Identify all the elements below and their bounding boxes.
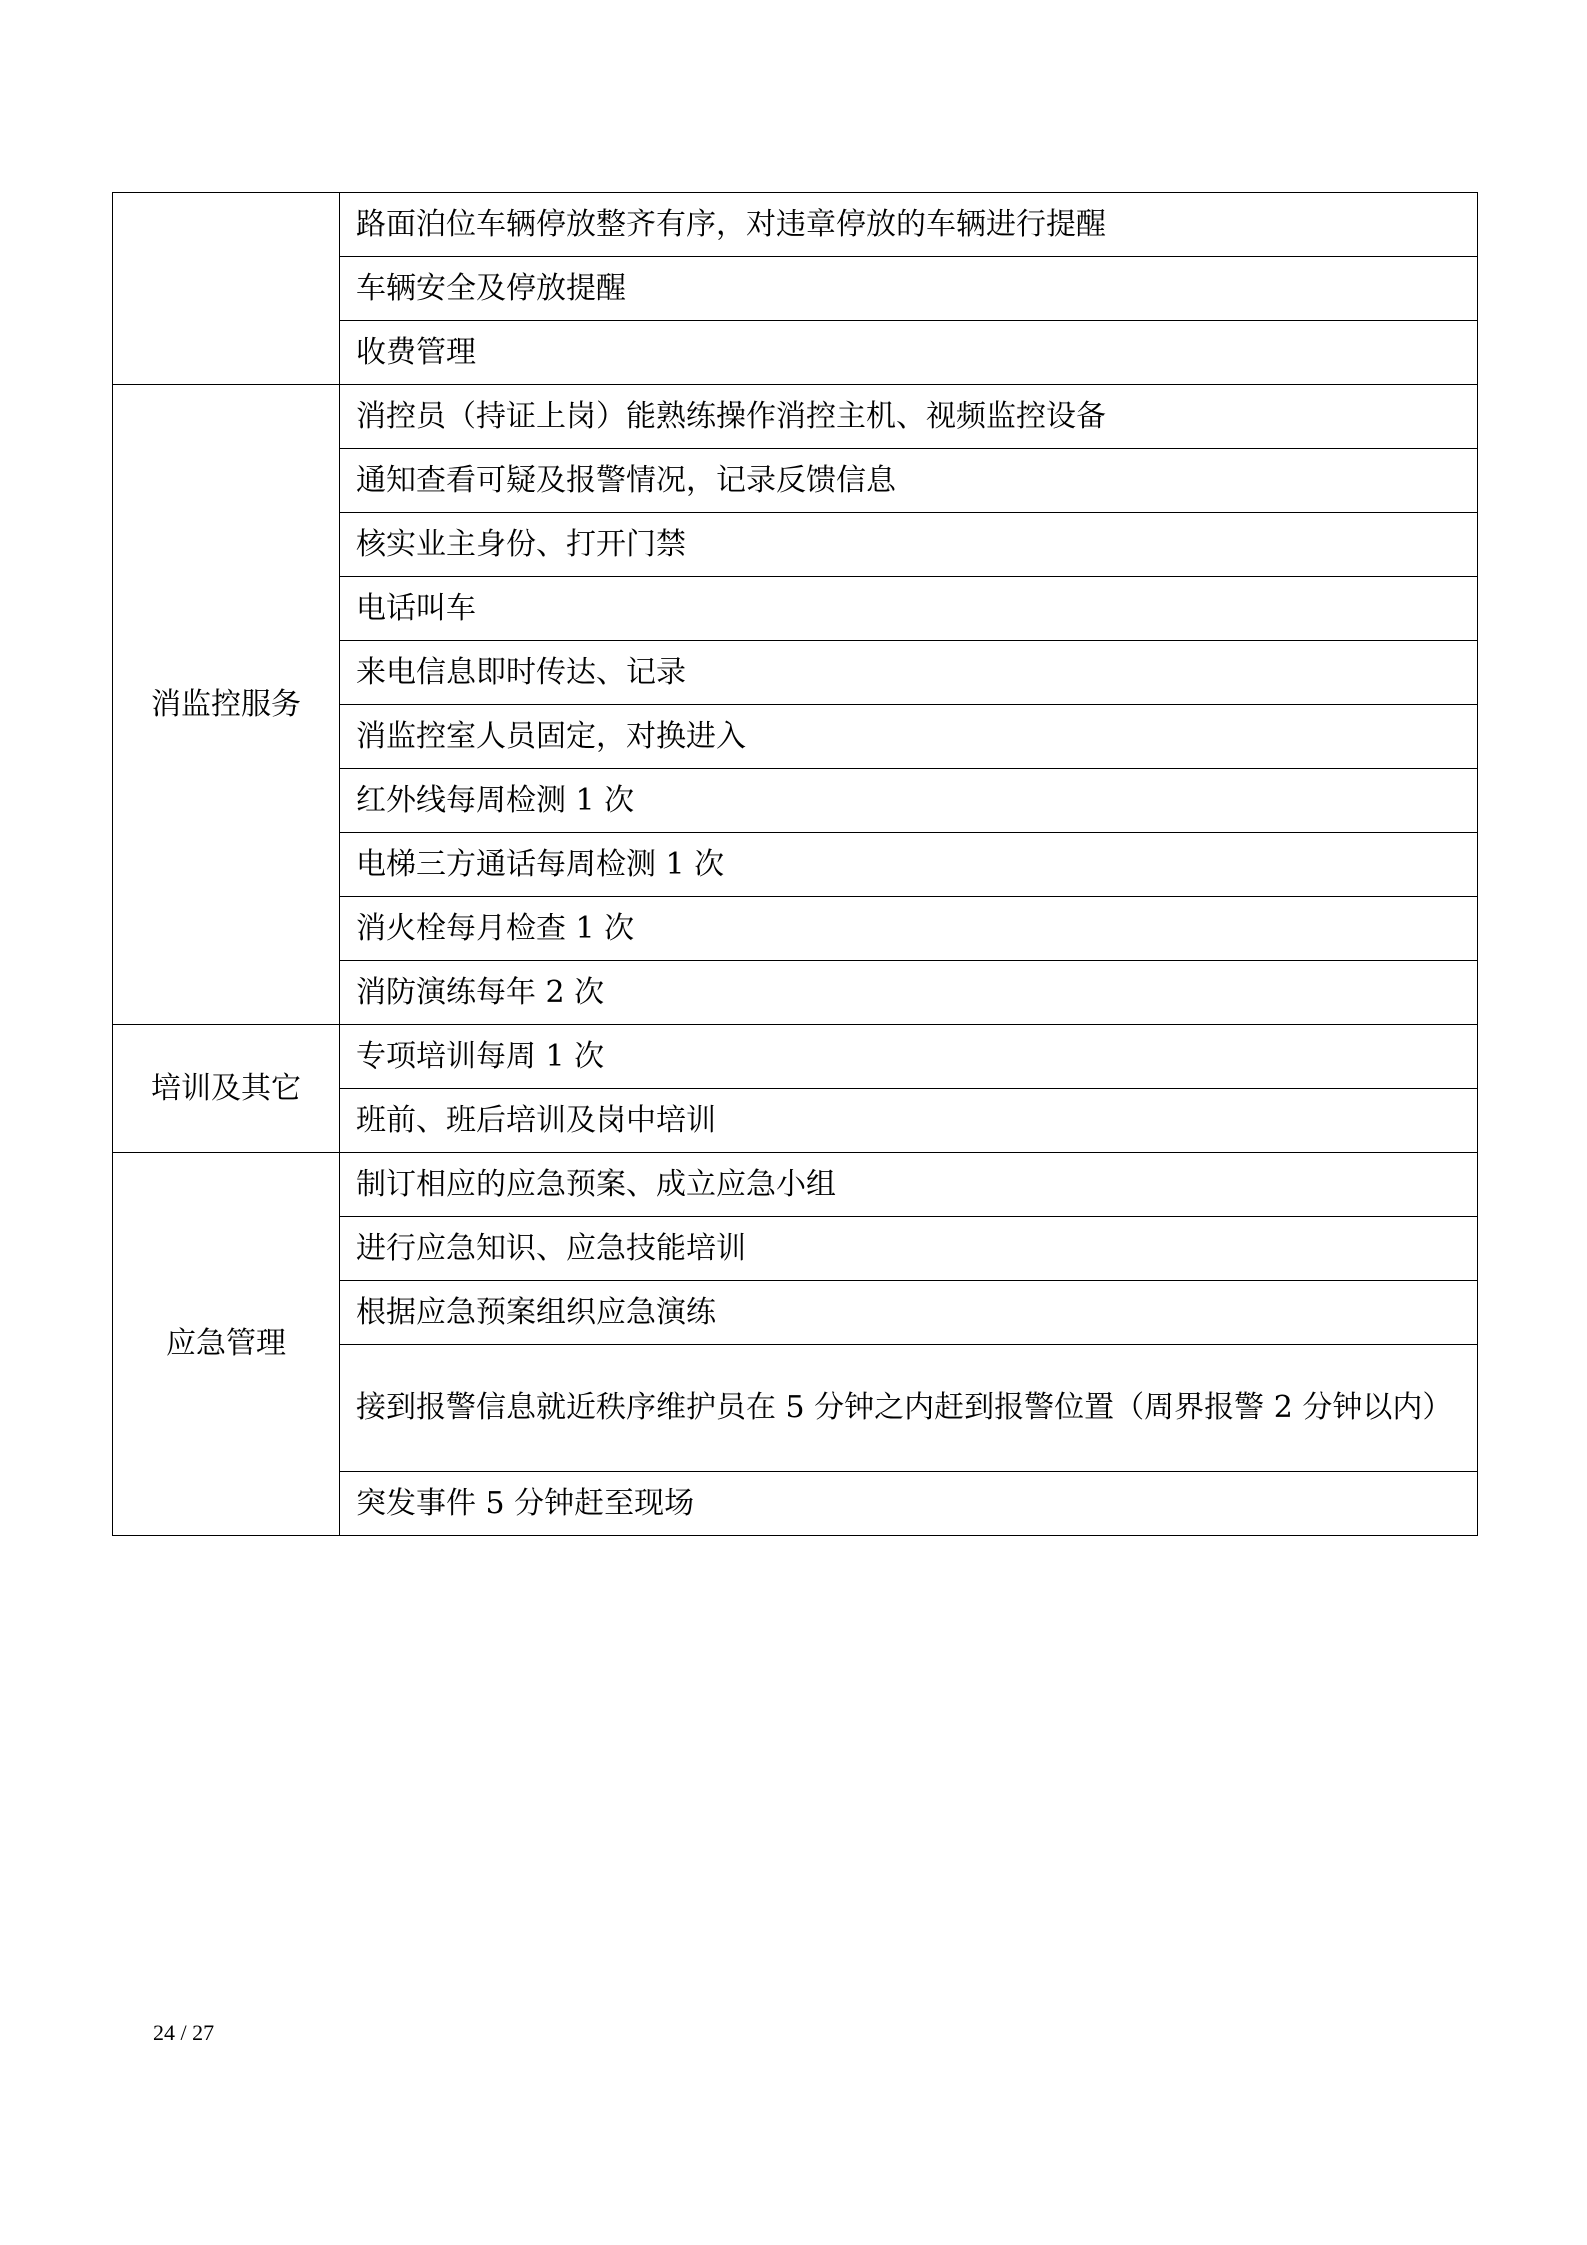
table-row [113, 1153, 1478, 1217]
item-cell: 消控员（持证上岗）能熟练操作消控主机、视频监控设备 [340, 385, 1478, 449]
table-row [113, 193, 1478, 257]
table-row [113, 1025, 1478, 1089]
item-cell: 收费管理 [340, 321, 1478, 385]
item-cell: 消火栓每月检查 1 次 [340, 897, 1478, 961]
category-cell-fire-monitoring: 消监控服务 [113, 385, 340, 1025]
item-cell: 进行应急知识、应急技能培训 [340, 1217, 1478, 1281]
item-cell: 电话叫车 [340, 577, 1478, 641]
item-cell: 通知查看可疑及报警情况，记录反馈信息 [340, 449, 1478, 513]
item-cell: 专项培训每周 1 次 [340, 1025, 1478, 1089]
item-cell: 接到报警信息就近秩序维护员在 5 分钟之内赶到报警位置（周界报警 2 分钟以内） [340, 1345, 1478, 1472]
item-cell: 电梯三方通话每周检测 1 次 [340, 833, 1478, 897]
item-cell: 突发事件 5 分钟赶至现场 [340, 1472, 1478, 1536]
item-cell: 路面泊位车辆停放整齐有序，对违章停放的车辆进行提醒 [340, 193, 1478, 257]
item-cell: 制订相应的应急预案、成立应急小组 [340, 1153, 1478, 1217]
item-cell: 根据应急预案组织应急演练 [340, 1281, 1478, 1345]
item-cell: 红外线每周检测 1 次 [340, 769, 1478, 833]
item-cell: 车辆安全及停放提醒 [340, 257, 1478, 321]
category-cell-emergency: 应急管理 [113, 1153, 340, 1536]
category-cell-training: 培训及其它 [113, 1025, 340, 1153]
category-cell-parking [113, 193, 340, 385]
item-cell: 消防演练每年 2 次 [340, 961, 1478, 1025]
page-number: 24 / 27 [153, 2020, 215, 2045]
item-cell: 消监控室人员固定，对换进入 [340, 705, 1478, 769]
item-cell: 班前、班后培训及岗中培训 [340, 1089, 1478, 1153]
table-row [113, 385, 1478, 449]
item-cell: 来电信息即时传达、记录 [340, 641, 1478, 705]
item-cell: 核实业主身份、打开门禁 [340, 513, 1478, 577]
service-standards-table [112, 192, 1478, 1536]
